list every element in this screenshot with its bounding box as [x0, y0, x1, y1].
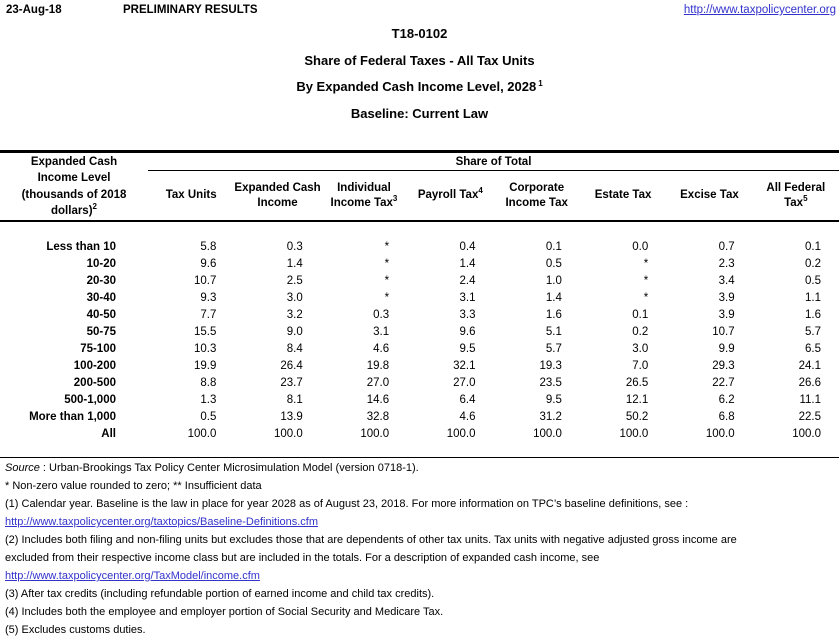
cell-value: 32.1 [453, 360, 476, 372]
cell-value: 0.2 [805, 258, 821, 270]
cell-value: 100.0 [407, 426, 493, 458]
row-label: 200-500 [73, 377, 116, 389]
cell-value: 26.6 [798, 377, 821, 389]
column-header: Payroll Tax$^4$ [407, 171, 493, 222]
cell-value: 5.1 [545, 326, 562, 338]
cell-value: * [384, 258, 390, 270]
cell-value: * [384, 241, 390, 253]
cell-value: 3.4 [718, 275, 735, 287]
cell-value: 4.6 [459, 411, 476, 423]
table-row [0, 341, 839, 358]
cell-value: 1.0 [545, 275, 562, 287]
cell-value: * [643, 258, 649, 270]
footnote-line: (4) Includes both the employee and employer portion of Social Security and Medicare Tax. [5, 606, 444, 618]
cell-value: 14.6 [366, 394, 390, 406]
table-body [0, 221, 839, 458]
cell-value: 8.4 [286, 343, 303, 355]
cell-value: 100.0 [753, 426, 839, 458]
column-header: Corporate Income Tax [494, 171, 580, 222]
cell-value: 0.3 [373, 309, 390, 321]
cell-value: 7.7 [200, 309, 217, 321]
cell-value: 0.5 [805, 275, 821, 287]
column-header: All Federal Tax$^5$ [753, 171, 839, 222]
cell-value: 5.7 [805, 326, 821, 338]
cell-value: * [384, 292, 390, 304]
column-header: Estate Tax [580, 171, 666, 222]
cell-value: 5.7 [545, 343, 562, 355]
cell-value: 2.4 [459, 275, 476, 287]
share-of-federal-taxes-table [0, 150, 839, 458]
cell-value: 1.6 [545, 309, 562, 321]
cell-value: 8.8 [200, 377, 217, 389]
group-header: Share of Total [148, 152, 839, 171]
cell-value: 50.2 [625, 411, 649, 423]
row-label: Less than 10 [46, 241, 116, 253]
footnote-link[interactable]: http://www.taxpolicycenter.org/TaxModel/income.cfm [5, 570, 260, 582]
cell-value: 0.1 [805, 241, 821, 253]
column-header: Tax Units [148, 171, 234, 222]
title-line-3: Baseline: Current Law [350, 105, 489, 121]
cell-value: 9.3 [200, 292, 217, 304]
table-row [0, 409, 839, 426]
cell-value: 3.1 [373, 326, 390, 338]
cell-value: 1.1 [805, 292, 821, 304]
table-row [0, 273, 839, 290]
cell-value: 1.6 [805, 309, 821, 321]
cell-value: 19.9 [193, 360, 217, 372]
cell-value: 0.3 [286, 241, 303, 253]
cell-value: 6.2 [718, 394, 735, 406]
cell-value: 9.6 [200, 258, 217, 270]
title-line-2 [0, 74, 839, 101]
cell-value: 3.2 [286, 309, 303, 321]
footnote-line: (5) Excludes customs duties. [5, 624, 146, 636]
footnote-link[interactable]: http://www.taxpolicycenter.org/taxtopics/Baseline-Definitions.cfm [5, 516, 319, 528]
cell-value: 0.5 [545, 258, 562, 270]
cell-value: 6.4 [459, 394, 476, 406]
row-label: All [0, 426, 148, 458]
cell-value: 27.0 [453, 377, 476, 389]
cell-value: 27.0 [366, 377, 390, 389]
cell-value: 9.6 [459, 326, 476, 338]
cell-value: 19.3 [539, 360, 562, 372]
cell-value: 29.3 [712, 360, 735, 372]
cell-value: 23.5 [539, 377, 562, 389]
cell-value: 0.1 [632, 309, 649, 321]
column-header: Excise Tax [666, 171, 752, 222]
cell-value: 22.5 [798, 411, 821, 423]
date-label: 23-Aug-18 [6, 4, 62, 16]
cell-value: 2.3 [718, 258, 735, 270]
table-row [0, 358, 839, 375]
cell-value: 8.1 [286, 394, 303, 406]
cell-value: 100.0 [321, 426, 407, 458]
cell-value: 0.7 [718, 241, 735, 253]
cell-value: 100.0 [666, 426, 752, 458]
title-line-1: Share of Federal Taxes - All Tax Units [304, 52, 535, 68]
cell-value: 12.1 [625, 394, 649, 406]
cell-value: 15.5 [193, 326, 217, 338]
column-header: Expanded Cash Income [234, 171, 320, 222]
row-header-line: (thousands of 2018 [21, 188, 127, 201]
cell-value: 9.5 [545, 394, 562, 406]
source-label: Source [5, 462, 40, 474]
top-bar [0, 4, 839, 19]
footnote-line: * Non-zero value rounded to zero; ** Insufficient data [5, 480, 262, 492]
cell-value: 9.9 [718, 343, 735, 355]
cell-value: 1.4 [286, 258, 303, 270]
table-code: T18-0102 [391, 26, 448, 41]
cell-value: 5.8 [200, 241, 217, 253]
cell-value: 26.5 [625, 377, 649, 389]
cell-value: 3.0 [286, 292, 303, 304]
cell-value: 10.7 [193, 275, 217, 287]
cell-value: * [643, 292, 649, 304]
footnote-line: (1) Calendar year. Baseline is the law in place for year 2028 as of August 23, 2018. For more information on TPC’s baseline definitions, see : [5, 498, 689, 510]
cell-value: 9.0 [286, 326, 303, 338]
table-row [0, 375, 839, 392]
cell-value: 0.0 [632, 241, 649, 253]
column-header: Individual Income Tax$^3$ [321, 171, 407, 222]
row-header-line: Income Level [37, 172, 111, 184]
cell-value: 10.3 [193, 343, 217, 355]
cell-value: 3.3 [459, 309, 476, 321]
footnote-line [5, 513, 837, 531]
cell-value: 0.1 [545, 241, 562, 253]
source-line [5, 459, 837, 477]
footnote-ref-2: 2 [92, 202, 97, 212]
cell-value: 32.8 [366, 411, 390, 423]
preliminary-results-label: PRELIMINARY RESULTS [123, 4, 258, 16]
cell-value: 4.6 [373, 343, 390, 355]
site-link[interactable]: http://www.taxpolicycenter.org [683, 4, 836, 16]
row-label: 40-50 [86, 309, 116, 321]
source-text: : Urban-Brookings Tax Policy Center Microsimulation Model (version 0718-1). [39, 462, 419, 474]
cell-value: 3.9 [718, 292, 735, 304]
cell-value: * [384, 275, 390, 287]
cell-value: 31.2 [539, 411, 562, 423]
footnote-ref-1: 1 [538, 78, 543, 88]
cell-value: 3.9 [718, 309, 735, 321]
row-header-line: Expanded Cash [30, 155, 118, 168]
footnote-ref: 3 [392, 193, 398, 203]
row-label: 20-30 [86, 275, 116, 287]
cell-value: 3.0 [632, 343, 649, 355]
cell-value: 13.9 [280, 411, 303, 423]
cell-value: 100.0 [580, 426, 666, 458]
cell-value: 6.5 [805, 343, 821, 355]
footnote-ref: 4 [478, 186, 483, 196]
cell-value: 3.1 [459, 292, 476, 304]
cell-value: 11.1 [799, 394, 821, 406]
cell-value: 10.7 [712, 326, 735, 338]
table-row [0, 324, 839, 341]
cell-value: 9.5 [459, 343, 476, 355]
cell-value: 22.7 [712, 377, 735, 389]
row-header [0, 152, 148, 222]
cell-value: * [643, 275, 649, 287]
cell-value: 1.4 [459, 258, 476, 270]
footnote-line [5, 567, 837, 585]
table-row [0, 392, 839, 409]
title-line-2-text: By Expanded Cash Income Level, 2028 [296, 79, 537, 94]
cell-value: 6.8 [718, 411, 735, 423]
table-row [0, 426, 839, 458]
row-label: More than 1,000 [29, 411, 116, 423]
row-label: 75-100 [80, 343, 116, 355]
footnotes [5, 459, 837, 639]
cell-value: 100.0 [494, 426, 580, 458]
cell-value: 26.4 [280, 360, 303, 372]
footnote-line: (2) Includes both filing and non-filing units but excludes those that are dependents of other tax units. Tax units with negative adjusted gross income are [5, 534, 737, 546]
cell-value: 1.3 [200, 394, 217, 406]
table-row [0, 290, 839, 307]
cell-value: 0.2 [632, 326, 649, 338]
cell-value: 100.0 [234, 426, 320, 458]
row-label: 30-40 [86, 292, 116, 304]
cell-value: 23.7 [280, 377, 303, 389]
footnote-ref: 5 [803, 193, 808, 203]
footnote-line: (3) After tax credits (including refundable portion of earned income and child tax credits). [5, 588, 435, 600]
cell-value: 2.5 [286, 275, 303, 287]
row-label: 10-20 [86, 258, 116, 270]
row-label: 500-1,000 [64, 394, 116, 406]
cell-value: 7.0 [632, 360, 649, 372]
row-header-line: dollars)$^2$ [51, 202, 97, 217]
cell-value: 0.5 [200, 411, 217, 423]
cell-value: 19.8 [366, 360, 390, 372]
cell-value: 0.4 [459, 241, 476, 253]
table-row [0, 307, 839, 324]
footnote-line: excluded from their respective income class but are included in the totals. For a description of expanded cash income, see [5, 552, 600, 564]
row-label: 50-75 [86, 326, 116, 338]
cell-value: 24.1 [798, 360, 821, 372]
cell-value: 1.4 [545, 292, 562, 304]
title-block [0, 21, 839, 127]
table-row [0, 221, 839, 256]
table-row [0, 256, 839, 273]
row-label: 100-200 [73, 360, 116, 372]
cell-value: 100.0 [148, 426, 234, 458]
